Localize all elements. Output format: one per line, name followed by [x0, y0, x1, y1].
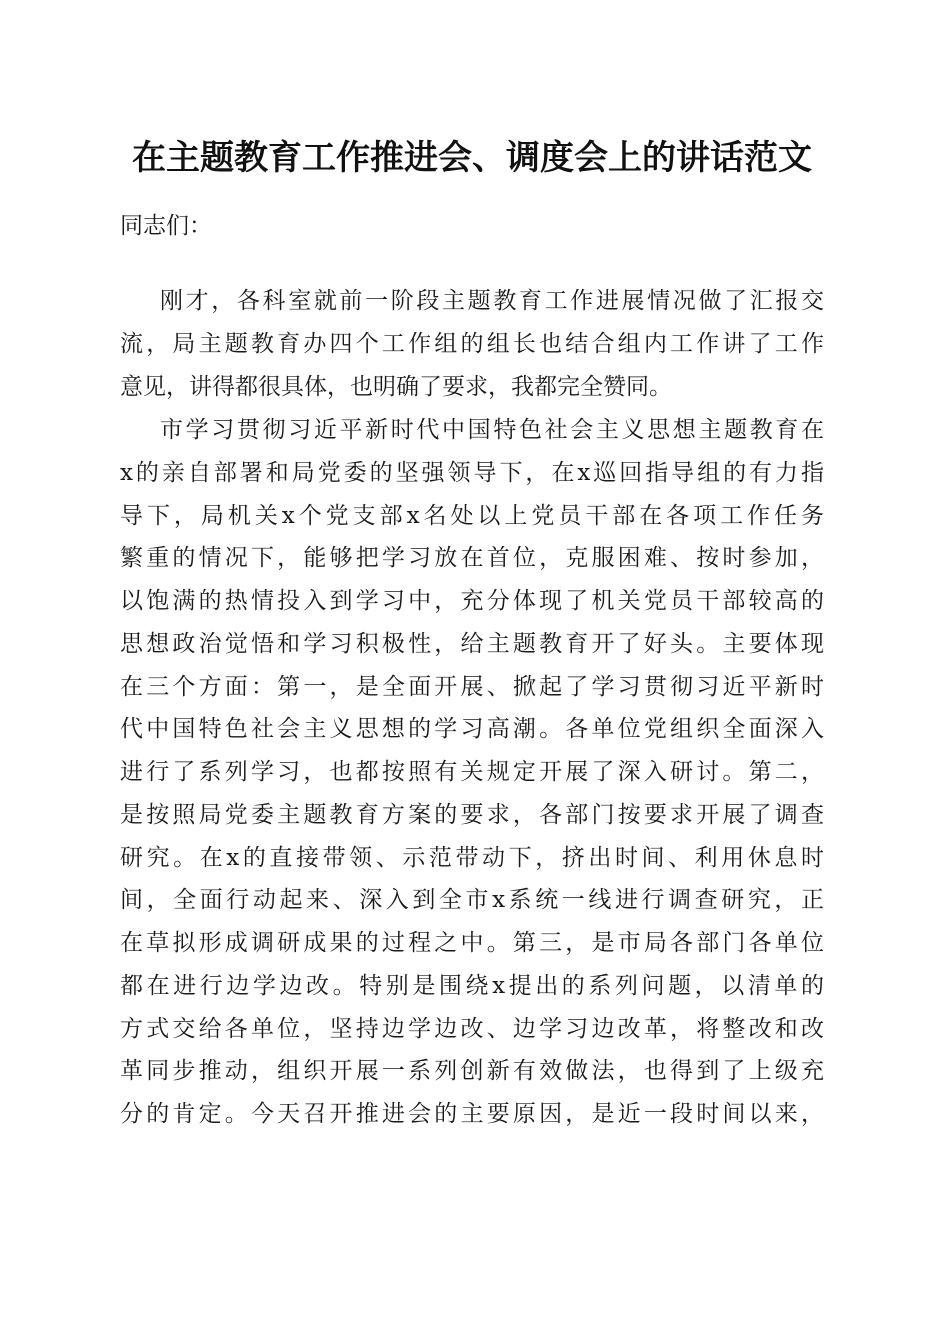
paragraph-2	[120, 409, 824, 1136]
paragraph-line: x的亲自部署和局党委的坚强领导下，在x巡回指导组的有力指	[120, 459, 824, 486]
paragraph-line: 研究。在x的直接带领、示范带动下，挤出时间、利用休息时	[120, 844, 824, 871]
paragraph-line: 革同步推动，组织开展一系列创新有效做法，也得到了上级充	[120, 1058, 824, 1085]
paragraph-line: 分的肯定。今天召开推进会的主要原因，是近一段时间以来，	[120, 1101, 824, 1127]
paragraph-line: 市学习贯彻习近平新时代中国特色社会主义思想主题教育在	[160, 417, 824, 443]
paragraph-line: 都在进行边学边改。特别是围绕x提出的系列问题，以清单的	[120, 972, 824, 999]
paragraph-line: 繁重的情况下，能够把学习放在首位，克服困难、按时参加，	[120, 545, 824, 572]
document-title: 在主题教育工作推进会、调度会上的讲话范文	[132, 138, 812, 178]
paragraph-line: 意见，讲得都很具体，也明确了要求，我都完全赞同。	[120, 373, 672, 400]
paragraph-line: 代中国特色社会主义思想的学习高潮。各单位党组织全面深入	[120, 716, 824, 743]
paragraph-line: 流，局主题教育办四个工作组的组长也结合组内工作讲了工作	[120, 330, 824, 357]
salutation: 同志们：	[120, 213, 212, 239]
paragraph-line: 是按照局党委主题教育方案的要求，各部门按要求开展了调查	[120, 801, 824, 828]
paragraph-line: 在三个方面：第一，是全面开展、掀起了学习贯彻习近平新时	[120, 673, 824, 700]
paragraph-line: 方式交给各单位，坚持边学边改、边学习边改革，将整改和改	[120, 1015, 824, 1042]
paragraph-line: 在草拟形成调研成果的过程之中。第三，是市局各部门各单位	[120, 930, 824, 956]
paragraph-line: 思想政治觉悟和学习积极性，给主题教育开了好头。主要体现	[120, 630, 824, 657]
paragraph-line: 进行了系列学习，也都按照有关规定开展了深入研讨。第二，	[120, 759, 824, 785]
paragraph-line: 以饱满的热情投入到学习中，充分体现了机关党员干部较高的	[120, 588, 824, 614]
paragraph-line: 刚才，各科室就前一阶段主题教育工作进展情况做了汇报交	[160, 288, 824, 314]
paragraph-line: 间，全面行动起来、深入到全市x系统一线进行调查研究，正	[120, 887, 824, 914]
paragraph-line: 导下，局机关x个党支部x名处以上党员干部在各项工作任务	[120, 502, 824, 529]
paragraph-1	[120, 280, 824, 408]
